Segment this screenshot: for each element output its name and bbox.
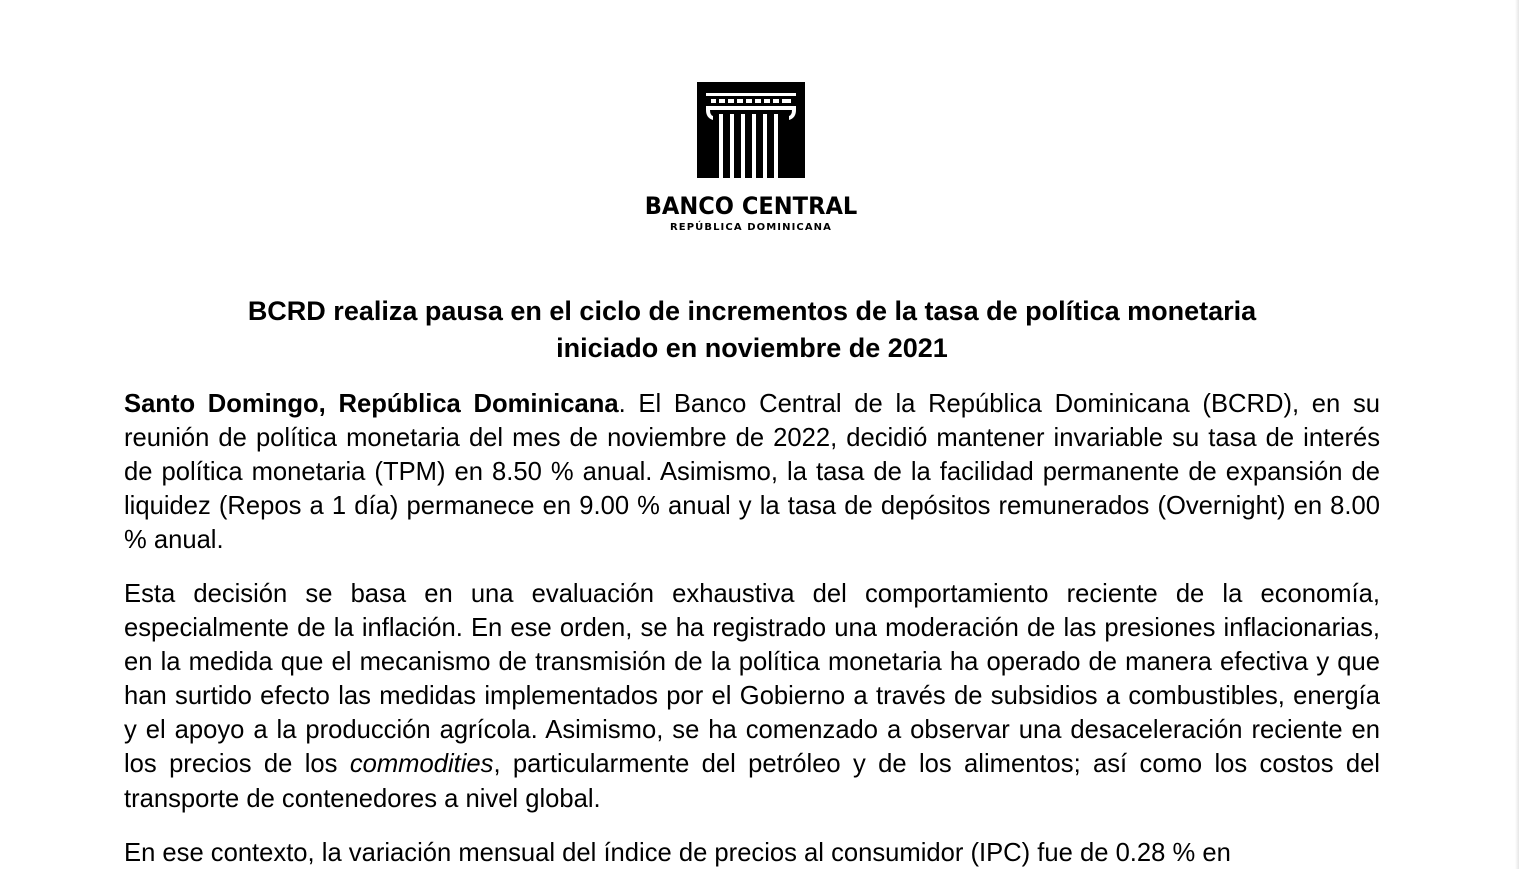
bcrd-logo (636, 82, 866, 242)
paragraph-3 (124, 836, 1380, 869)
dateline-place: Santo Domingo, República Dominicana (124, 390, 619, 418)
columns-building-icon (697, 82, 805, 178)
paragraph-1-text: . El Banco Central de la República Dominicana (BCRD), en su reunión de política monetaria del mes de noviembre de 2022, decidió mantener invariable su tasa de interés de política monetaria (TPM) en 8.50 % anual. Asimismo, la tasa de la facilidad permanente de expansión de liquidez (Repos a 1 día) permanece en 9.00 % anual y la tasa de depósitos remunerados (Overnight) en 8.00 % anual. (124, 390, 1381, 555)
paragraph-2-text-after: , particularmente del petróleo y de los alimentos; así como los costos del transporte de contenedores a nivel global. (124, 750, 1380, 813)
paragraph-2-italic-term: commodities (349, 750, 494, 779)
paragraph-1 (124, 387, 1380, 557)
logo-bank-name: BANCO CENTRAL (644, 192, 858, 220)
paragraph-2-text-before: Esta decisión se basa en una evaluación exhaustiva del comportamiento reciente de la economía, especialmente de la inflación. En ese orden, se ha registrado una moderación de las presiones inflacionarias, en la medida que el mecanismo de transmisión de la política monetaria ha operado de manera efectiva y que han surtido efecto las medidas implementados por el Gobierno a través de subsidios a combustibles, energía y el apoyo a la producción agrícola. Asimismo, se ha comenzado a observar una desaceleración reciente en los precios de los (124, 580, 1380, 779)
title-line-1: BCRD realiza pausa en el ciclo de incrementos de la tasa de política monetaria (247, 296, 1257, 326)
page-title (124, 293, 1380, 367)
logo-country-name: REPÚBLICA DOMINICANA (669, 222, 832, 233)
paragraph-3-text: En ese contexto, la variación mensual del índice de precios al consumidor (IPC) fue de 0.28 % en (124, 839, 1231, 867)
title-line-2: iniciado en noviembre de 2021 (556, 333, 948, 363)
page-edge-shadow (1515, 0, 1519, 869)
paragraph-2 (124, 577, 1380, 816)
